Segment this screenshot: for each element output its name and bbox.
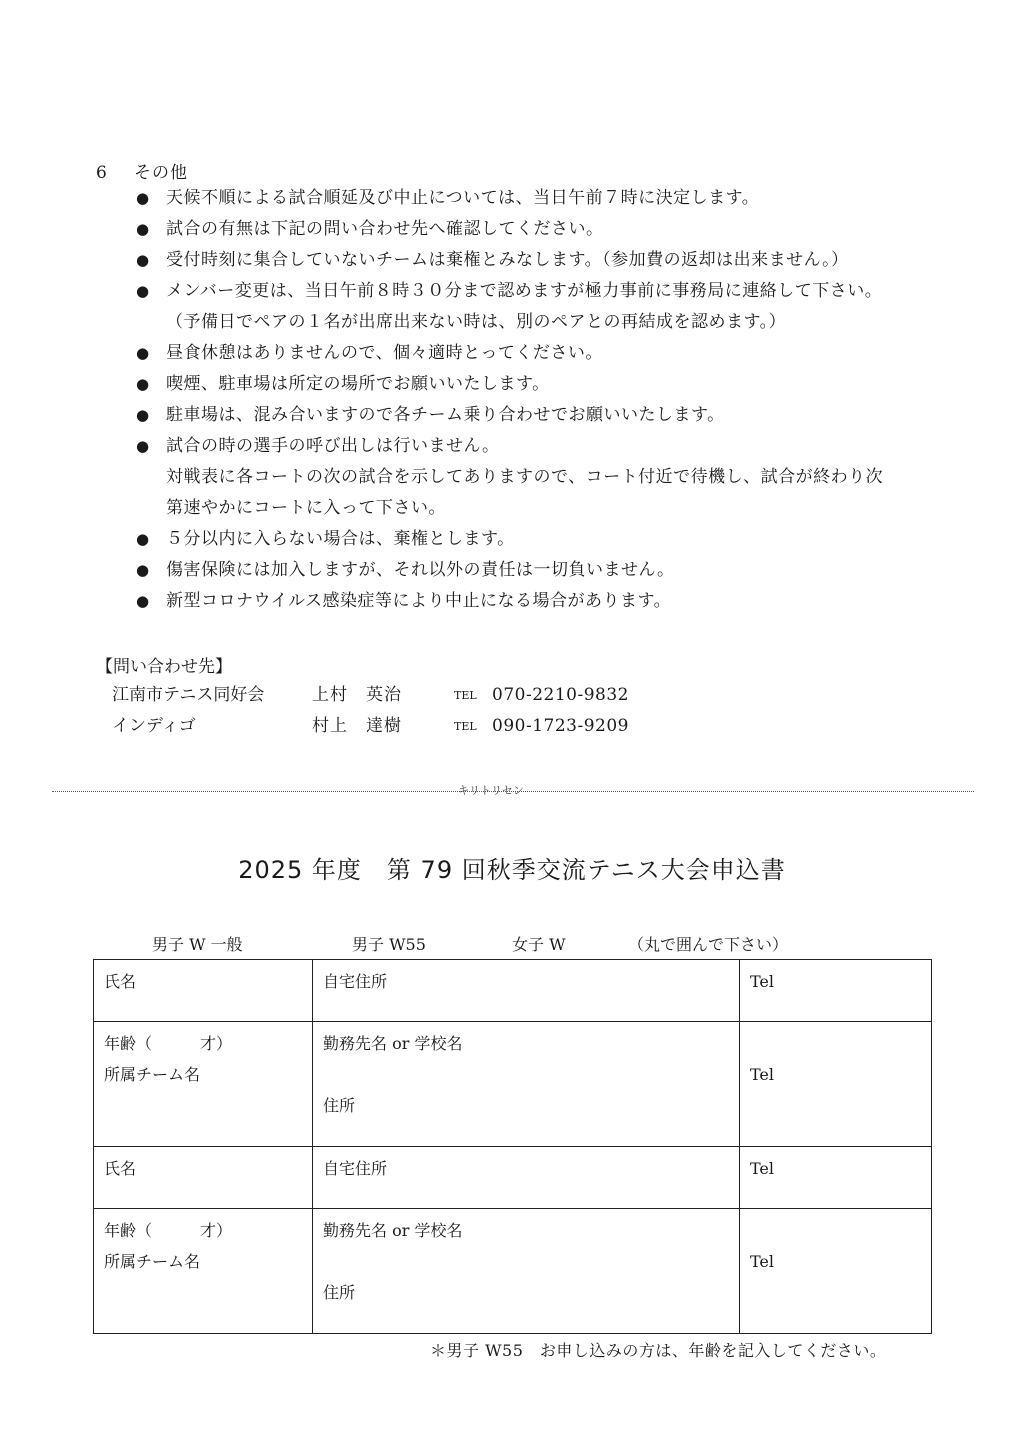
note-text: 第速やかにコートに入って下さい。: [166, 498, 446, 518]
team-label: 所属チーム名: [104, 1252, 201, 1271]
player2-detail-row: [94, 1209, 932, 1334]
tel-field[interactable]: [740, 1147, 932, 1209]
bullet-icon: ●: [136, 375, 150, 393]
section-heading: [96, 158, 188, 183]
note-text: ５分以内に入らない場合は、棄権とします。: [166, 529, 515, 549]
contact-heading: 【問い合わせ先】: [96, 657, 232, 677]
note-item: [134, 214, 954, 245]
workplace-label: 勤務先名 or 学校名: [323, 1221, 463, 1240]
address-label: 住所: [323, 1283, 356, 1302]
note-item: [134, 400, 954, 431]
home-address-field[interactable]: [313, 960, 740, 1022]
player1-name-row: [94, 960, 932, 1022]
tel-label: TEL: [454, 720, 477, 733]
note-text: 受付時刻に集合していないチームは棄権とみなします。（参加費の返却は出来ません。）: [166, 250, 849, 270]
note-item: [134, 369, 954, 400]
note-text: 天候不順による試合順延及び中止については、当日午前７時に決定します。: [166, 188, 760, 208]
workplace-label: 勤務先名 or 学校名: [323, 1034, 463, 1053]
name-label: 氏名: [104, 972, 137, 991]
bullet-icon: ●: [136, 406, 150, 424]
form-title: 2025 年度 第 79 回秋季交流テニス大会申込書: [238, 856, 786, 884]
cut-label: キリトリセン: [458, 784, 524, 797]
contact-org: インディゴ: [112, 716, 196, 736]
home-address-label: 自宅住所: [323, 972, 388, 991]
workplace-field[interactable]: [313, 1022, 740, 1147]
section-number: 6: [96, 163, 108, 183]
tel-field[interactable]: [740, 1209, 932, 1334]
category-men-general: 男子 W 一般: [152, 935, 243, 954]
age-label: 年齢（ 才）: [104, 1221, 233, 1240]
note-text: 傷害保険には加入しますが、それ以外の責任は一切負いません。: [166, 560, 675, 580]
age-team-field[interactable]: [94, 1022, 313, 1147]
bullet-icon: ●: [136, 530, 150, 548]
note-text: 試合の時の選手の呼び出しは行いません。: [166, 436, 500, 456]
note-text: （予備日でペアの１名が出席出来ない時は、別のペアとの再結成を認めます。）: [166, 312, 787, 332]
home-address-field[interactable]: [313, 1147, 740, 1209]
note-item: [134, 555, 954, 586]
home-address-label: 自宅住所: [323, 1159, 388, 1178]
name-label: 氏名: [104, 1159, 137, 1178]
category-women: 女子 W: [512, 935, 566, 954]
category-men-w55: 男子 W55: [352, 935, 426, 954]
tel-label-cell: Tel: [750, 1159, 775, 1178]
tel-label: TEL: [454, 689, 477, 702]
contact-person: 村上 達樹: [312, 716, 402, 736]
note-item: [134, 245, 954, 276]
tel-label-cell: Tel: [750, 972, 775, 991]
bullet-icon: ●: [136, 344, 150, 362]
contact-org: 江南市テニス同好会: [112, 685, 265, 705]
note-text: 対戦表に各コートの次の試合を示してありますので、コート付近で待機し、試合が終わり次: [166, 467, 884, 487]
bullet-icon: ●: [136, 282, 150, 300]
address-label: 住所: [323, 1096, 356, 1115]
tel-field[interactable]: [740, 960, 932, 1022]
notes-list: [134, 183, 954, 617]
category-instruction: （丸で囲んで下さい）: [628, 935, 789, 954]
bullet-icon: ●: [136, 437, 150, 455]
note-item: [134, 586, 954, 617]
note-text: 駐車場は、混み合いますので各チーム乗り合わせでお願いいたします。: [166, 405, 725, 425]
contact-tel: 090-1723-9209: [492, 716, 629, 736]
note-text: 喫煙、駐車場は所定の場所でお願いいたします。: [166, 374, 550, 394]
bullet-icon: ●: [136, 592, 150, 610]
player1-detail-row: [94, 1022, 932, 1147]
bullet-icon: ●: [136, 189, 150, 207]
contact-person: 上村 英治: [312, 685, 402, 705]
tel-field[interactable]: [740, 1022, 932, 1147]
workplace-field[interactable]: [313, 1209, 740, 1334]
note-item: [134, 183, 954, 214]
footnote: ＊男子 W55 お申し込みの方は、年齢を記入してください。: [430, 1341, 887, 1360]
note-text: 試合の有無は下記の問い合わせ先へ確認してください。: [166, 219, 604, 239]
tel-label-cell: Tel: [750, 1065, 775, 1084]
note-text: メンバー変更は、当日午前８時３０分まで認めますが極力事前に事務局に連絡して下さい。: [166, 281, 883, 301]
section-title-text: その他: [134, 163, 188, 183]
name-field[interactable]: [94, 960, 313, 1022]
tel-label-cell: Tel: [750, 1252, 775, 1271]
note-item: [134, 431, 954, 524]
name-field[interactable]: [94, 1147, 313, 1209]
team-label: 所属チーム名: [104, 1065, 201, 1084]
note-item: [134, 338, 954, 369]
age-team-field[interactable]: [94, 1209, 313, 1334]
entry-form-table: [93, 959, 932, 1334]
bullet-icon: ●: [136, 251, 150, 269]
bullet-icon: ●: [136, 220, 150, 238]
note-item: [134, 276, 954, 338]
player2-name-row: [94, 1147, 932, 1209]
contact-tel: 070-2210-9832: [492, 685, 629, 705]
note-item: [134, 524, 954, 555]
note-text: 昼食休憩はありませんので、個々適時とってください。: [166, 343, 603, 363]
age-label: 年齢（ 才）: [104, 1034, 233, 1053]
note-text: 新型コロナウイルス感染症等により中止になる場合があります。: [166, 591, 672, 611]
bullet-icon: ●: [136, 561, 150, 579]
